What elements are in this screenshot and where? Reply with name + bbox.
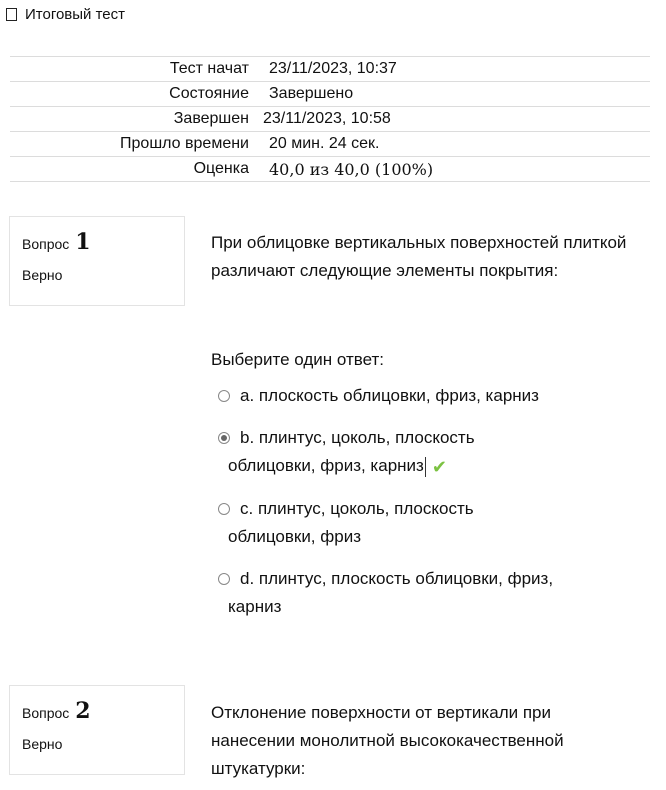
radio-a[interactable] [218, 390, 230, 402]
option-d-text-cont: карниз [228, 596, 282, 616]
question-label: Вопрос [22, 236, 70, 252]
question-2-title [22, 698, 172, 724]
summary-row [10, 82, 650, 107]
summary-key: Оценка [10, 157, 253, 182]
option-b-text: b. плинтус, цоколь, плоскость [240, 428, 475, 447]
question-state: Верно [22, 267, 63, 283]
summary-key: Состояние [10, 82, 253, 107]
summary-value: 23/11/2023, 10:58 [253, 107, 650, 132]
question-2-text: Отклонение поверхности от вертикали при нанесении монолитной высококачественной штукатурки: [211, 703, 564, 778]
text-caret [425, 457, 426, 477]
answer-option-c[interactable] [218, 495, 638, 551]
radio-b-selected[interactable] [218, 432, 230, 444]
option-d-text: d. плинтус, плоскость облицовки, фриз, [240, 568, 554, 588]
summary-value: Завершено [253, 82, 650, 107]
summary-key: Прошло времени [10, 132, 253, 157]
option-b-text-cont: облицовки, фриз, карниз [228, 456, 424, 475]
answer-option-d[interactable] [218, 565, 638, 621]
attempt-summary-table [10, 56, 650, 182]
question-number: 2 [75, 698, 91, 724]
summary-value: 23/11/2023, 10:37 [253, 57, 650, 82]
question-1-title [22, 229, 172, 255]
radio-d[interactable] [218, 573, 230, 585]
answer-option-b[interactable] [218, 424, 638, 481]
question-label: Вопрос [22, 705, 70, 721]
question-state: Верно [22, 736, 63, 752]
missing-glyph-icon [6, 8, 17, 21]
summary-row [10, 132, 650, 157]
question-1-text: При облицовке вертикальных поверхностей плиткой различают следующие элементы покрытия: [211, 233, 627, 280]
option-a-text: a. плоскость облицовки, фриз, карниз [240, 386, 539, 405]
summary-row [10, 57, 650, 82]
summary-row [10, 157, 650, 182]
question-1-info [9, 216, 185, 306]
summary-value-grade: 40,0 из 40,0 (100%) [253, 157, 650, 182]
answer-option-a[interactable] [218, 382, 638, 410]
answer-prompt: Выберите один ответ: [211, 350, 384, 369]
quiz-title[interactable]: Итоговый тест [25, 6, 126, 23]
summary-key: Завершен [10, 107, 253, 132]
summary-row [10, 107, 650, 132]
option-c-text-cont: облицовки, фриз [228, 526, 361, 546]
question-number: 1 [75, 229, 91, 255]
summary-key: Тест начат [10, 57, 253, 82]
summary-value: 20 мин. 24 сек. [253, 132, 650, 157]
correct-check-icon: ✔ [431, 456, 447, 477]
option-c-text: c. плинтус, цоколь, плоскость [240, 498, 474, 518]
breadcrumb [6, 6, 125, 23]
question-2-info [9, 685, 185, 775]
radio-c[interactable] [218, 503, 230, 515]
answer-options [218, 382, 638, 635]
